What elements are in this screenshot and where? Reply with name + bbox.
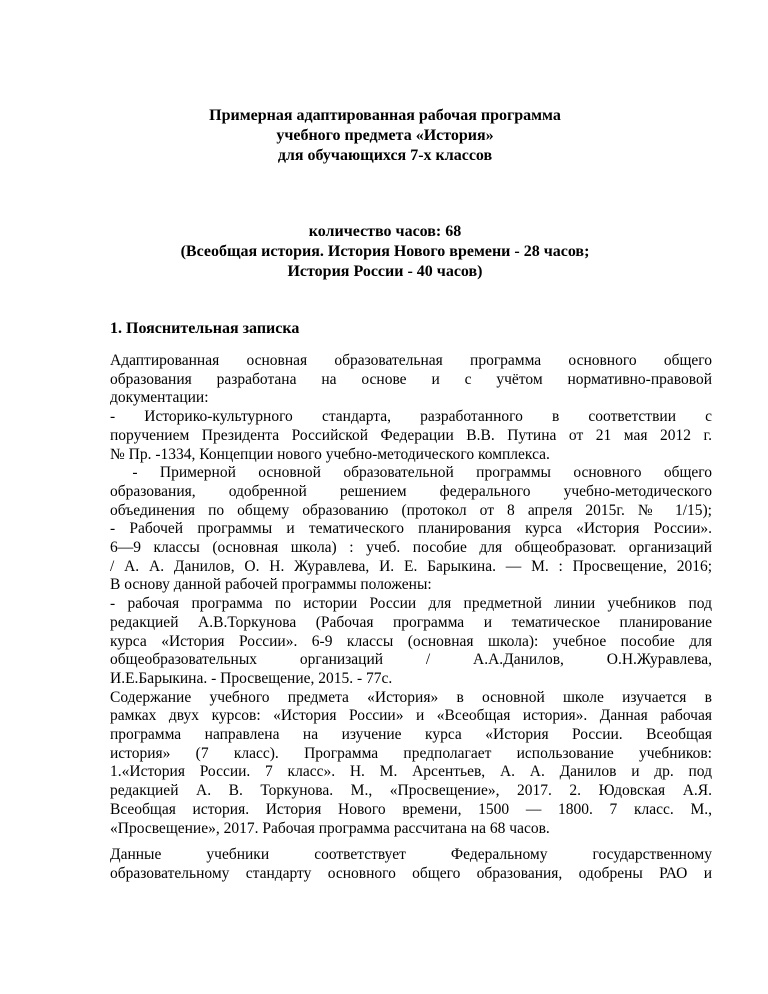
text-line: общеобразовательных организаций / А.А.Данилов, О.Н.Журавлева, [110,651,712,669]
text-line: - рабочая программа по истории России для предметной линии учебников под [110,595,712,613]
text-line: документации: [110,389,209,407]
text-line: поручением Президента Российской Федерации В.В. Путина от 21 мая 2012 г. [110,426,712,444]
text-line: курса «История России». 6-9 классы (основная школа): учебное пособие для [110,632,712,650]
text-line: В основу данной рабочей программы положены: [110,576,432,594]
title-line: для обучающихся 7-х классов [277,147,493,164]
text-line: - Историко-культурного стандарта, разработанного в соответствии с [110,408,712,426]
body-text [110,352,712,884]
text-line: Всеобщая история. История Нового времени, 1500 — 1800. 7 класс. М., [110,800,712,818]
text-line: образования разработана на основе и с учётом нормативно-правовой [110,370,712,388]
text-line: Адаптированная основная образовательная программа основного общего [110,352,712,369]
text-line: 6—9 классы (основная школа) : учеб. пособие для общеобразоват. организаций [110,539,712,557]
text-line: № Пр. -1334, Концепции нового учебно-методического комплекса. [110,445,550,463]
text-line: история» (7 класс). Программа предполагает использование учебников: [110,744,712,762]
paragraph-block-2 [110,846,712,883]
text-line: - Рабочей программы и тематического планирования курса «История России». [110,520,712,538]
hours-line: История России - 40 часов) [287,263,483,280]
text-line: программа направлена на изучение курса «История России. Всеобщая [110,726,712,744]
text-line: «Просвещение», 2017. Рабочая программа рассчитана на 68 часов. [110,819,550,837]
text-line: 1.«История России. 7 класс». Н. М. Арсентьев, А. А. Данилов и др. под [110,763,712,781]
text-line: Содержание учебного предмета «История» в основной школе изучается в [110,688,712,706]
text-line: Данные учебники соответствует Федеральному государственному [110,846,712,864]
title-line: Примерная адаптированная рабочая программа [209,107,561,124]
text-line: образовательному стандарту основного общего образования, одобрены РАО и [110,864,712,882]
text-line: И.Е.Барыкина. - Просвещение, 2015. - 77с. [110,669,393,687]
text-line: редакцией А.В.Торкунова (Рабочая программа и тематическое планирование [110,613,712,631]
hours-summary [110,222,660,282]
text-line: / А. А. Данилов, О. Н. Журавлева, И. Е. Барыкина. — М. : Просвещение, 2016; [110,557,712,575]
title-line: учебного предмета «История» [276,127,494,144]
text-line: объединения по общему образованию (протокол от 8 апреля 2015г. № 1/15); [110,501,712,519]
hours-line: количество часов: 68 [308,223,462,240]
paragraph-block-1 [110,352,712,838]
section-heading: 1. Пояснительная записка [110,320,300,337]
text-line: редакцией А. В. Торкунова. М., «Просвещение», 2017. 2. Юдовская А.Я. [110,782,712,800]
text-line: - Примерной основной образовательной программы основного общего [110,464,712,482]
document-title [110,106,660,166]
hours-line: (Всеобщая история. История Нового времени - 28 часов; [180,243,590,260]
text-line: образования, одобренной решением федерального учебно-методического [110,482,712,500]
text-line: рамках двух курсов: «История России» и «Всеобщая история». Данная рабочая [110,707,712,725]
